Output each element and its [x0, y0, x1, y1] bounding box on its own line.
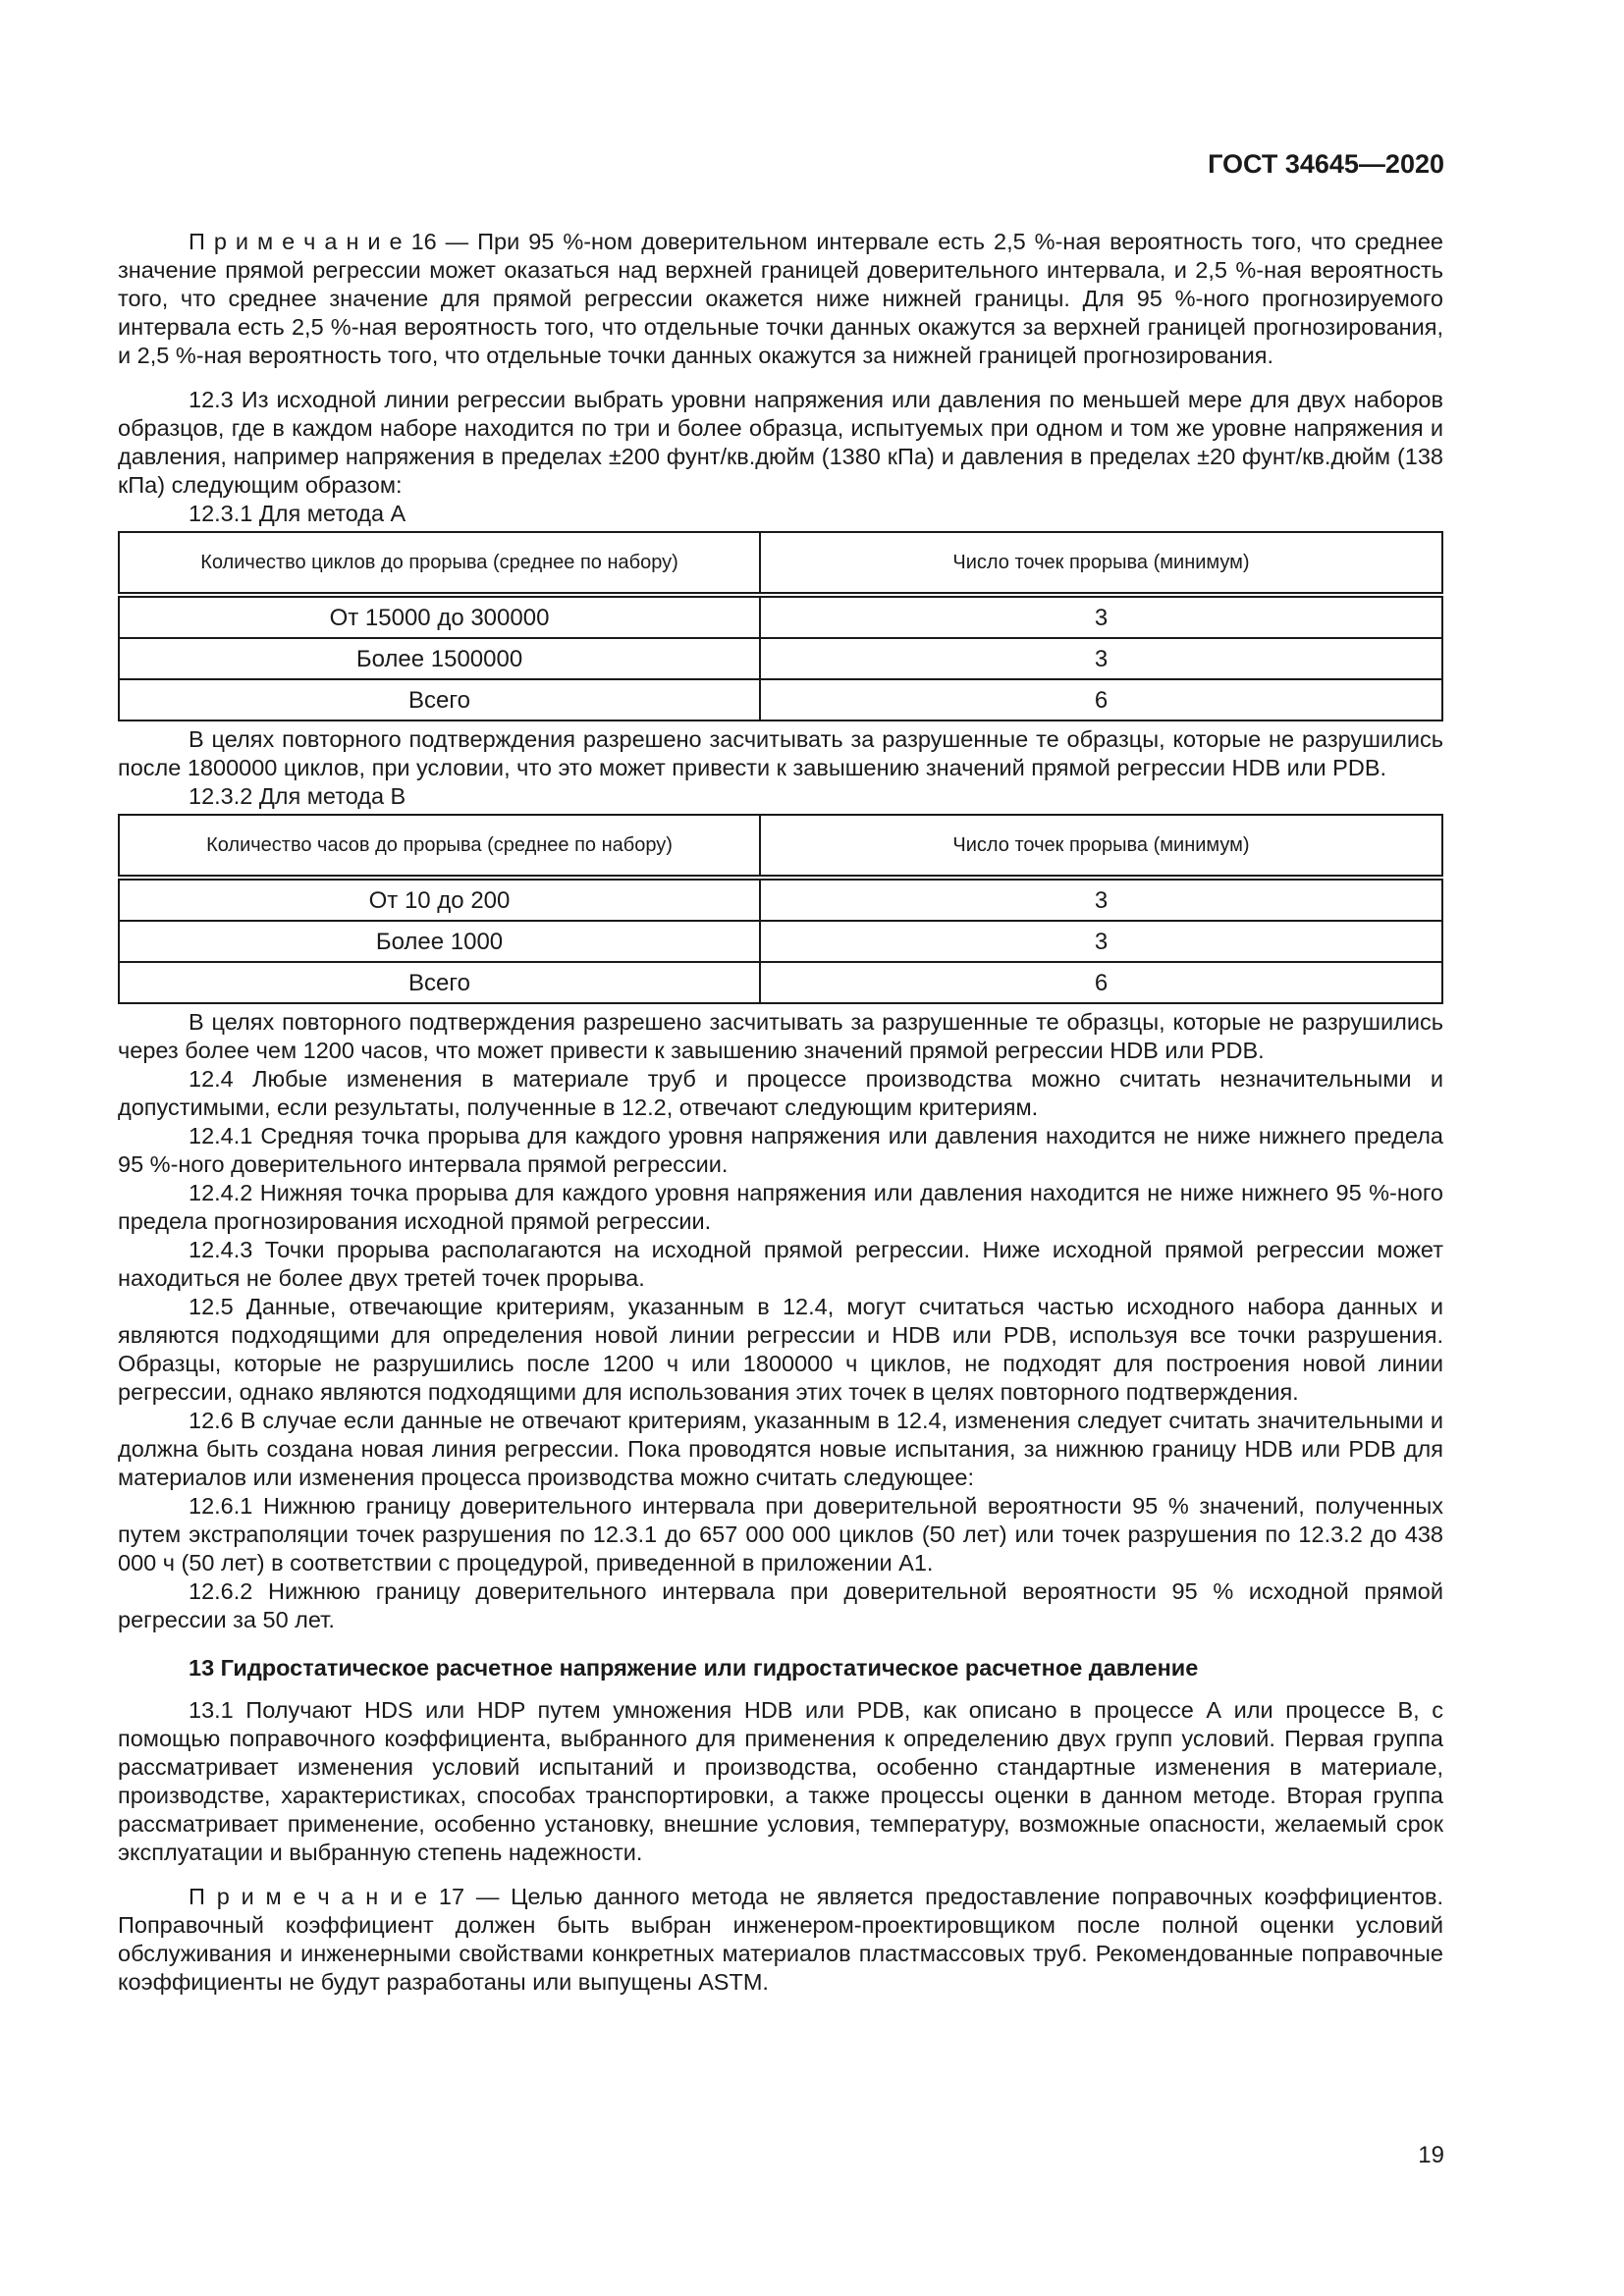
paragraph-12-6: 12.6 В случае если данные не отвечают критериям, указанным в 12.4, изменения следует считать значительными и должна быть создана новая линия регрессии. Пока проводятся новые испытания, за нижнюю границу HDB или PDB для материалов или изменения процесса производства можно считать следующее:	[118, 1408, 1443, 1490]
table-cell: От 15000 до 300000	[119, 595, 760, 638]
paragraph-12-6-1: 12.6.1 Нижнюю границу доверительного интервала при доверительной вероятности 95 % значений, полученных путем экстраполяции точек разрушения по 12.3.1 до 657 000 000 циклов (50 лет) или точек разрушения по 12.3.2 до 438 000 ч (50 лет) в соответствии с процедурой, приведенной в приложении А1.	[118, 1493, 1443, 1575]
table-header-cell: Число точек прорыва (минимум)	[760, 532, 1442, 595]
section-13-title: 13 Гидростатическое расчетное напряжение или гидростатическое расчетное давление	[189, 1655, 1199, 1681]
paragraph-after-table-b: В целях повторного подтверждения разрешено засчитывать за разрушенные те образцы, которые не разрушились через более чем 1200 часов, что может привести к завышению значений прямой регрессии HDB или PDB.	[118, 1009, 1443, 1063]
table-cell: Всего	[119, 962, 760, 1003]
page-number: 19	[1418, 2142, 1444, 2168]
table-method-b	[118, 814, 1443, 1004]
paragraph-12-4-1: 12.4.1 Средняя точка прорыва для каждого уровня напряжения или давления находится не ниже нижнего предела 95 %-ного доверительного интервала прямой регрессии.	[118, 1123, 1443, 1177]
table-row	[119, 679, 1442, 721]
note-text: 16 — При 95 %-ном доверительном интервале есть 2,5 %-ная вероятность того, что среднее значение прямой регрессии может оказаться над верхней границей доверительного интервала, и 2,5 %-ная вероятность того, что среднее значение для прямой регрессии окажется ниже нижней границы. Для 95 %-ного прогнозируемого интервала есть 2,5 %-ная вероятность того, что отдельные точки данных окажутся за верхней границей прогнозирования, и 2,5 %-ная вероятность того, что отдельные точки данных окажутся за нижней границей прогнозирования.	[118, 229, 1444, 368]
page-body	[118, 228, 1443, 1997]
table-row	[119, 962, 1442, 1003]
note-text: 17 — Целью данного метода не является предоставление поправочных коэффициентов. Поправочный коэффициент должен быть выбран инженером-проектировщиком после полной оценки условий обслуживания и инженерными свойствами конкретных материалов пластмассовых труб. Рекомендованные поправочные коэффициенты не будут разработаны или выпущены ASTM.	[118, 1884, 1443, 1995]
table-cell: Более 1500000	[119, 638, 760, 679]
table-method-a	[118, 531, 1443, 721]
table-row	[119, 595, 1442, 638]
paragraph-13-1: 13.1 Получают HDS или HDP путем умножения HDB или PDB, как описано в процессе А или процессе В, с помощью поправочного коэффициента, выбранного для применения к определению двух групп условий. Первая группа рассматривает изменения условий испытаний и производства, особенно стандартные изменения в материале, производстве, характеристиках, способах транспортировки, а также процессы оценки в данном методе. Вторая группа рассматривает применение, особенно установку, внешние условия, температуру, возможные опасности, желаемый срок эксплуатации и выбранную степень надежности.	[118, 1697, 1443, 1865]
table-cell: Всего	[119, 679, 760, 721]
table-cell: Более 1000	[119, 921, 760, 962]
table-row	[119, 878, 1442, 921]
paragraph-12-4-2: 12.4.2 Нижняя точка прорыва для каждого уровня напряжения или давления находится не ниже нижнего 95 %-ного предела прогнозирования исходной прямой регрессии.	[118, 1180, 1443, 1234]
paragraph-12-3: 12.3 Из исходной линии регрессии выбрать уровни напряжения или давления по меньшей мере для двух наборов образцов, где в каждом наборе находится по три и более образца, испытуемых при одном и том же уровне напряжения и давления, например напряжения в пределах ±200 фунт/кв.дюйм (1380 кПа) и давления в пределах ±20 фунт/кв.дюйм (138 кПа) следующим образом:	[118, 387, 1443, 498]
note-label: П р и м е ч а н и е	[189, 229, 403, 254]
note-label: П р и м е ч а н и е	[189, 1884, 428, 1909]
paragraph-12-4: 12.4 Любые изменения в материале труб и процессе производства можно считать незначительными и допустимыми, если результаты, полученные в 12.2, отвечают следующим критериям.	[118, 1066, 1443, 1120]
table-cell: 3	[760, 878, 1442, 921]
table-cell: 3	[760, 595, 1442, 638]
paragraph-after-table-a: В целях повторного подтверждения разрешено засчитывать за разрушенные те образцы, которые не разрушились после 1800000 циклов, при условии, что это может привести к завышению значений прямой регрессии HDB или PDB.	[118, 726, 1443, 780]
table-cell: От 10 до 200	[119, 878, 760, 921]
table-header-cell: Количество циклов до прорыва (среднее по набору)	[119, 532, 760, 595]
note-16	[118, 228, 1443, 370]
document-code: ГОСТ 34645—2020	[1208, 149, 1444, 179]
table-cell: 6	[760, 962, 1442, 1003]
paragraph-12-4-3: 12.4.3 Точки прорыва располагаются на исходной прямой регрессии. Ниже исходной прямой регрессии может находиться не более двух третей точек прорыва.	[118, 1237, 1443, 1291]
table-header-row	[119, 532, 1442, 595]
paragraph-12-3-2: 12.3.2 Для метода В	[189, 783, 406, 809]
table-header-row	[119, 815, 1442, 878]
table-cell: 3	[760, 638, 1442, 679]
paragraph-12-5: 12.5 Данные, отвечающие критериям, указанным в 12.4, могут считаться частью исходного набора данных и являются подходящими для определения новой линии регрессии и HDB или PDB, используя все точки разрушения. Образцы, которые не разрушились после 1200 ч или 1800000 ч циклов, не подходят для построения новой линии регрессии, однако являются подходящими для использования этих точек в целях повторного подтверждения.	[118, 1294, 1443, 1405]
table-row	[119, 638, 1442, 679]
table-header-cell: Количество часов до прорыва (среднее по набору)	[119, 815, 760, 878]
table-row	[119, 921, 1442, 962]
paragraph-12-6-2: 12.6.2 Нижнюю границу доверительного интервала при доверительной вероятности 95 % исходной прямой регрессии за 50 лет.	[118, 1578, 1443, 1632]
note-17	[118, 1883, 1443, 1997]
table-header-cell: Число точек прорыва (минимум)	[760, 815, 1442, 878]
table-cell: 6	[760, 679, 1442, 721]
table-cell: 3	[760, 921, 1442, 962]
paragraph-12-3-1: 12.3.1 Для метода А	[189, 501, 406, 526]
